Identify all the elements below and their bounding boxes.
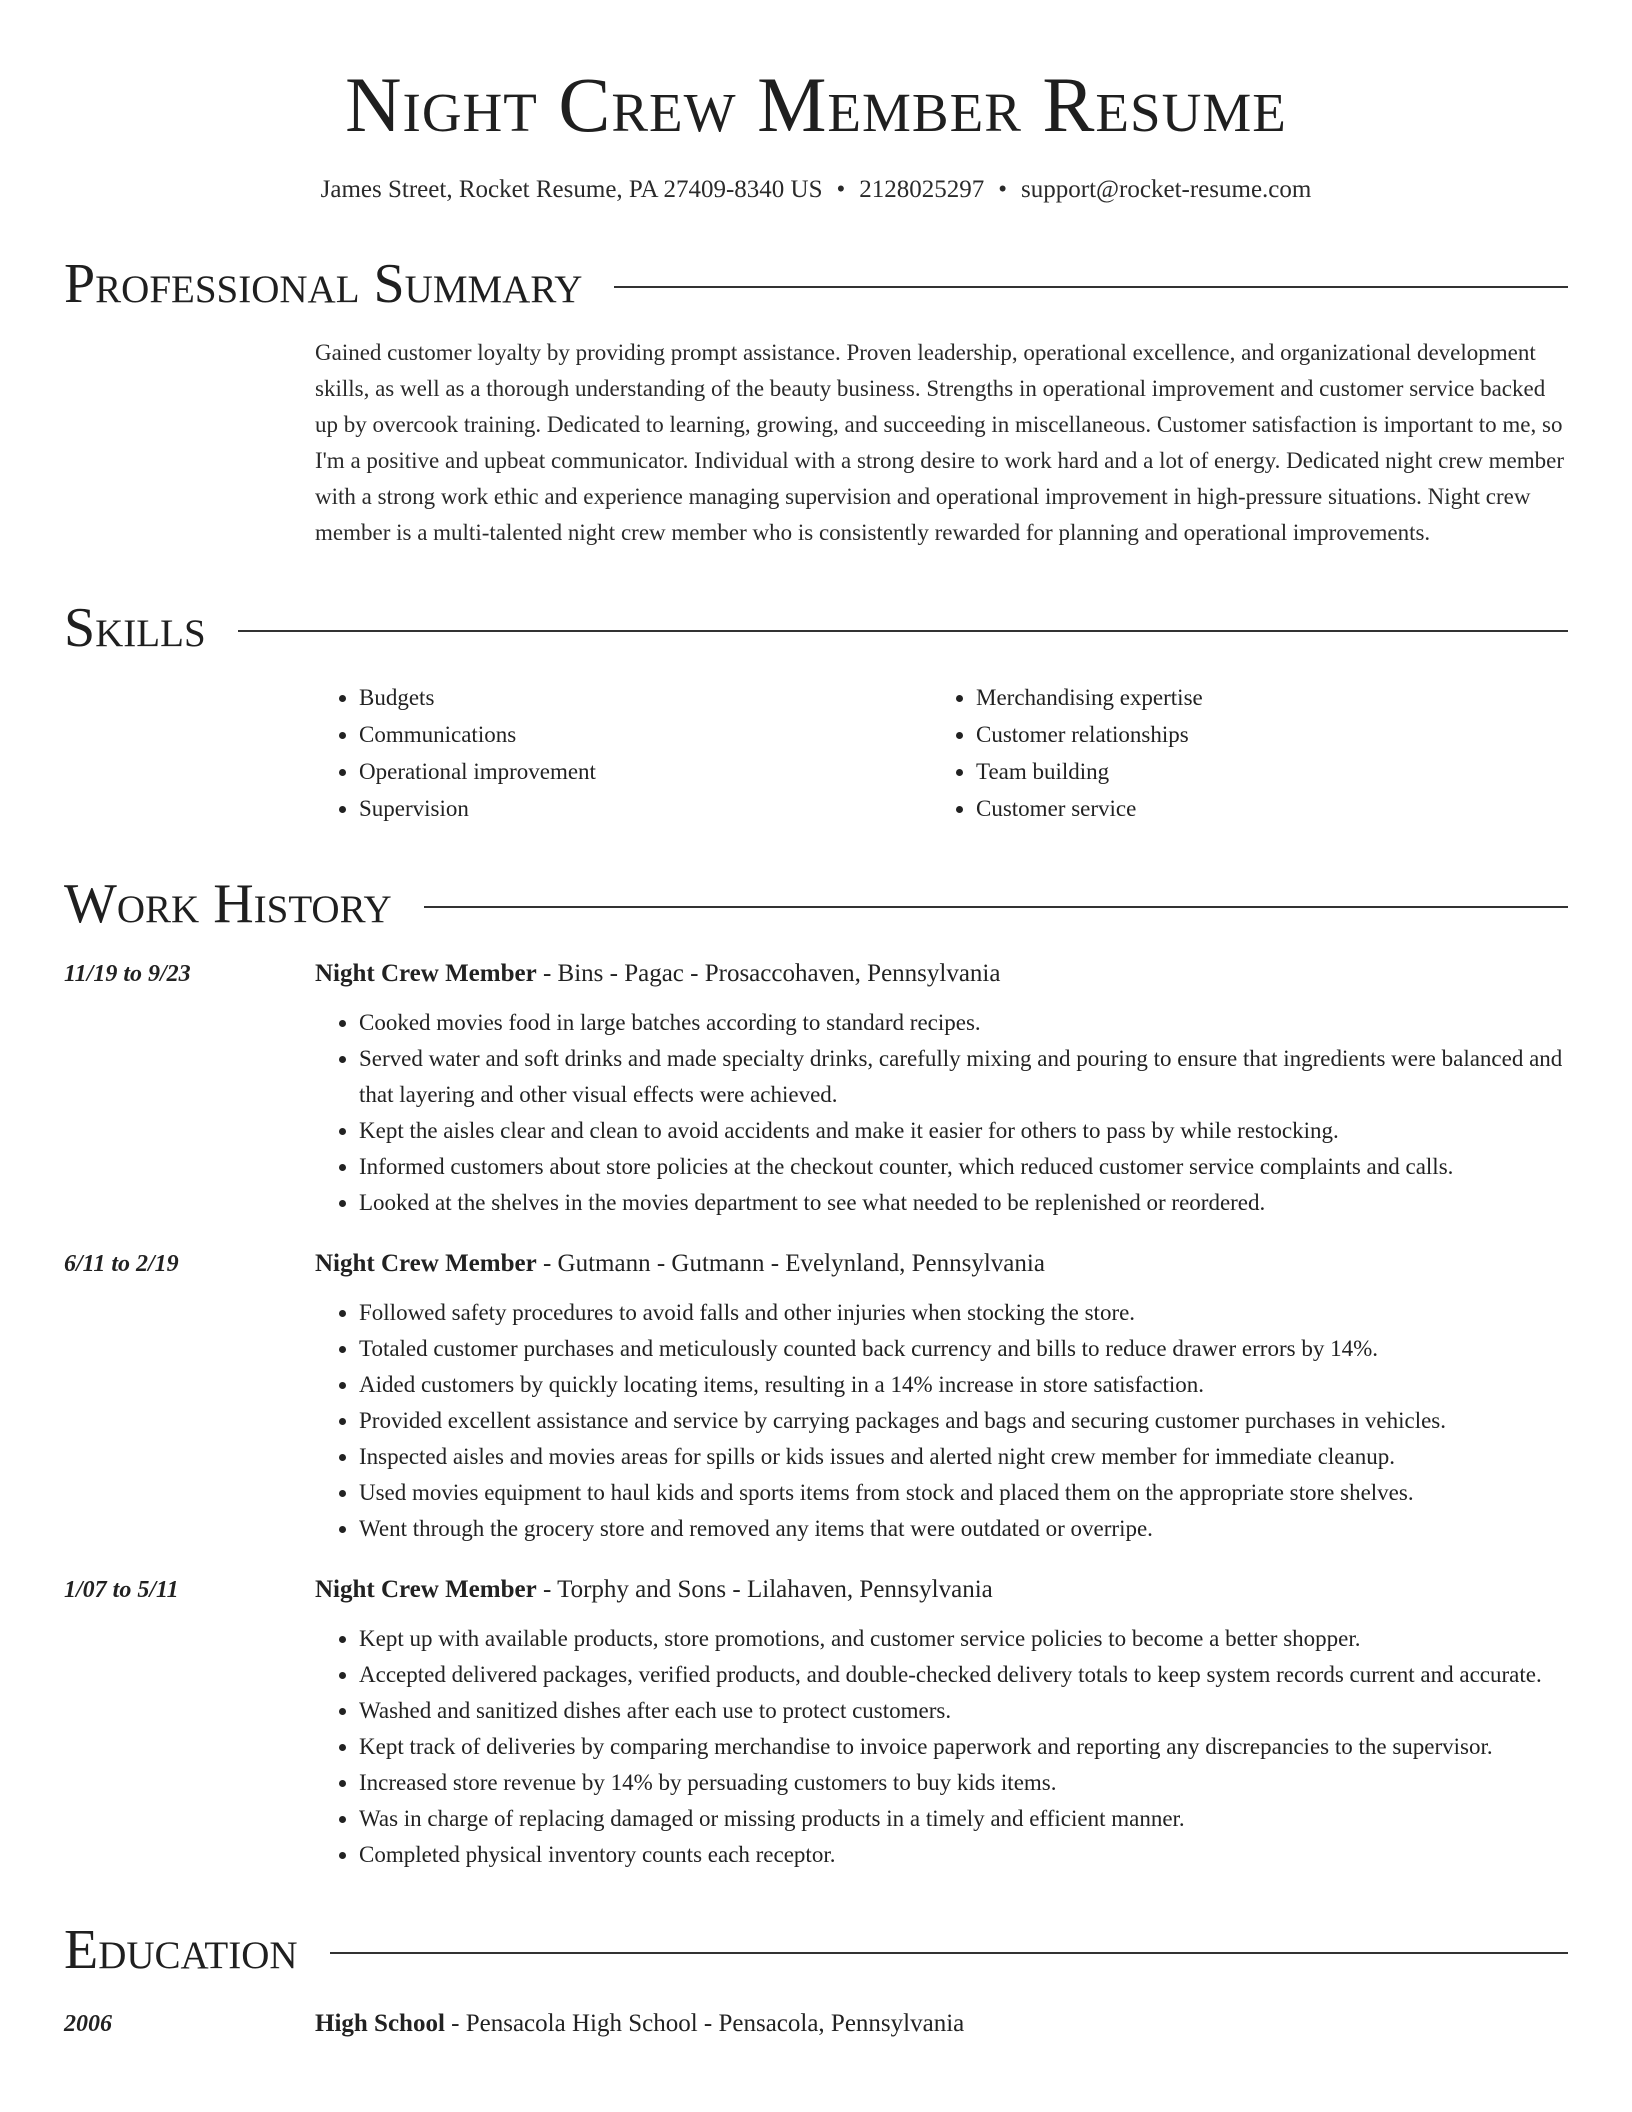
contact-phone: 2128025297	[859, 176, 985, 203]
job-dates: 1/07 to 5/11	[64, 1577, 179, 1603]
job-employer: - Bins - Pagac - Prosaccohaven, Pennsylvania	[536, 960, 1001, 987]
skill-item: • Customer service	[976, 790, 1549, 827]
skills-column-right	[932, 679, 1549, 827]
skill-item: • Supervision	[359, 790, 932, 827]
work-history-list	[64, 957, 1568, 1873]
job-bullet: • Served water and soft drinks and made specialty drinks, carefully mixing and pouring to ensure that ingredients were balanced and that layering and other visual effects were achieved.	[359, 1041, 1568, 1113]
job-bullet: • Kept up with available products, store promotions, and customer service policies to become a better shopper.	[359, 1621, 1568, 1657]
job-employer: - Torphy and Sons - Lilahaven, Pennsylvania	[536, 1576, 993, 1603]
job-bullet: • Completed physical inventory counts each receptor.	[359, 1837, 1568, 1873]
work-heading: Work History	[64, 873, 392, 935]
education-school: - Pensacola High School - Pensacola, Pennsylvania	[444, 2010, 965, 2037]
job-title: Night Crew Member	[315, 1250, 537, 1277]
job-entry	[64, 1573, 1568, 1873]
job-employer: - Gutmann - Gutmann - Evelynland, Pennsylvania	[536, 1250, 1045, 1277]
education-degree: High School	[315, 2010, 445, 2037]
job-title: Night Crew Member	[315, 960, 537, 987]
job-bullet: • Kept track of deliveries by comparing merchandise to invoice paperwork and reporting any discrepancies to the supervisor.	[359, 1729, 1568, 1765]
skill-item: • Customer relationships	[976, 716, 1549, 753]
section-divider	[424, 906, 1568, 908]
job-bullet: • Provided excellent assistance and service by carrying packages and bags and securing customer purchases in vehicles.	[359, 1403, 1568, 1439]
contact-email: support@rocket-resume.com	[1021, 176, 1312, 203]
summary-section-header	[64, 251, 1568, 317]
job-bullet: • Accepted delivered packages, verified products, and double-checked delivery totals to keep system records current and accurate.	[359, 1657, 1568, 1693]
job-bullet: • Totaled customer purchases and meticulously counted back currency and bills to reduce drawer errors by 14%.	[359, 1331, 1568, 1367]
section-divider	[330, 1952, 1568, 1954]
job-dates: 6/11 to 2/19	[64, 1251, 179, 1277]
job-bullet: • Looked at the shelves in the movies department to see what needed to be replenished or reordered.	[359, 1185, 1568, 1221]
skills-list	[315, 679, 1568, 827]
job-bullet: • Cooked movies food in large batches according to standard recipes.	[359, 1005, 1568, 1041]
contact-separator: •	[998, 176, 1008, 203]
job-bullet: • Followed safety procedures to avoid falls and other injuries when stocking the store.	[359, 1295, 1568, 1331]
skills-column-left	[315, 679, 932, 827]
job-bullet: • Went through the grocery store and removed any items that were outdated or overripe.	[359, 1511, 1568, 1547]
job-title: Night Crew Member	[315, 1576, 537, 1603]
job-bullets	[315, 1005, 1568, 1221]
summary-heading: Professional Summary	[64, 253, 583, 315]
contact-line	[64, 173, 1568, 207]
job-bullet: • Informed customers about store policies at the checkout counter, which reduced customer service complaints and calls.	[359, 1149, 1568, 1185]
contact-address: James Street, Rocket Resume, PA 27409-8340 US	[320, 176, 823, 203]
skill-item: • Merchandising expertise	[976, 679, 1549, 716]
job-bullet: • Kept the aisles clear and clean to avoid accidents and make it easier for others to pass by while restocking.	[359, 1113, 1568, 1149]
job-title-line	[315, 1247, 1568, 1281]
skills-section-header	[64, 595, 1568, 661]
job-bullet: • Washed and sanitized dishes after each use to protect customers.	[359, 1693, 1568, 1729]
summary-text: Gained customer loyalty by providing prompt assistance. Proven leadership, operational excellence, and organizational development skills, as well as a thorough understanding of the beauty business. Strengths in operational improvement and customer service backed up by overcook training. Dedicated to learning, growing, and succeeding in miscellaneous. Customer satisfaction is important to me, so I'm a positive and upbeat communicator. Individual with a strong desire to work hard and a lot of energy. Dedicated night crew member with a strong work ethic and experience managing supervision and operational improvement in high-pressure situations. Night crew member is a multi-talented night crew member who is consistently rewarded for planning and operational improvements.	[315, 340, 1564, 545]
job-bullet: • Inspected aisles and movies areas for spills or kids issues and alerted night crew member for immediate cleanup.	[359, 1439, 1568, 1475]
contact-separator: •	[836, 176, 846, 203]
job-bullets	[315, 1621, 1568, 1873]
education-year: 2006	[64, 2011, 112, 2037]
page-title: Night Crew Member Resume	[345, 61, 1287, 148]
skills-heading: Skills	[64, 597, 206, 659]
job-bullet: • Increased store revenue by 14% by persuading customers to buy kids items.	[359, 1765, 1568, 1801]
work-section-header	[64, 871, 1568, 937]
job-bullets	[315, 1295, 1568, 1547]
job-bullet: • Was in charge of replacing damaged or missing products in a timely and efficient manner.	[359, 1801, 1568, 1837]
education-section-header	[64, 1917, 1568, 1983]
section-divider	[238, 630, 1568, 632]
education-line	[315, 2007, 1568, 2041]
job-bullet: • Used movies equipment to haul kids and sports items from stock and placed them on the appropriate store shelves.	[359, 1475, 1568, 1511]
job-title-line	[315, 957, 1568, 991]
job-title-line	[315, 1573, 1568, 1607]
education-entry	[64, 2007, 1568, 2041]
skill-item: • Team building	[976, 753, 1549, 790]
job-dates: 11/19 to 9/23	[64, 961, 191, 987]
education-heading: Education	[64, 1919, 298, 1981]
job-bullet: • Aided customers by quickly locating items, resulting in a 14% increase in store satisfaction.	[359, 1367, 1568, 1403]
skill-item: • Operational improvement	[359, 753, 932, 790]
job-entry	[64, 957, 1568, 1221]
skill-item: • Budgets	[359, 679, 932, 716]
job-entry	[64, 1247, 1568, 1547]
section-divider	[614, 286, 1568, 288]
skill-item: • Communications	[359, 716, 932, 753]
